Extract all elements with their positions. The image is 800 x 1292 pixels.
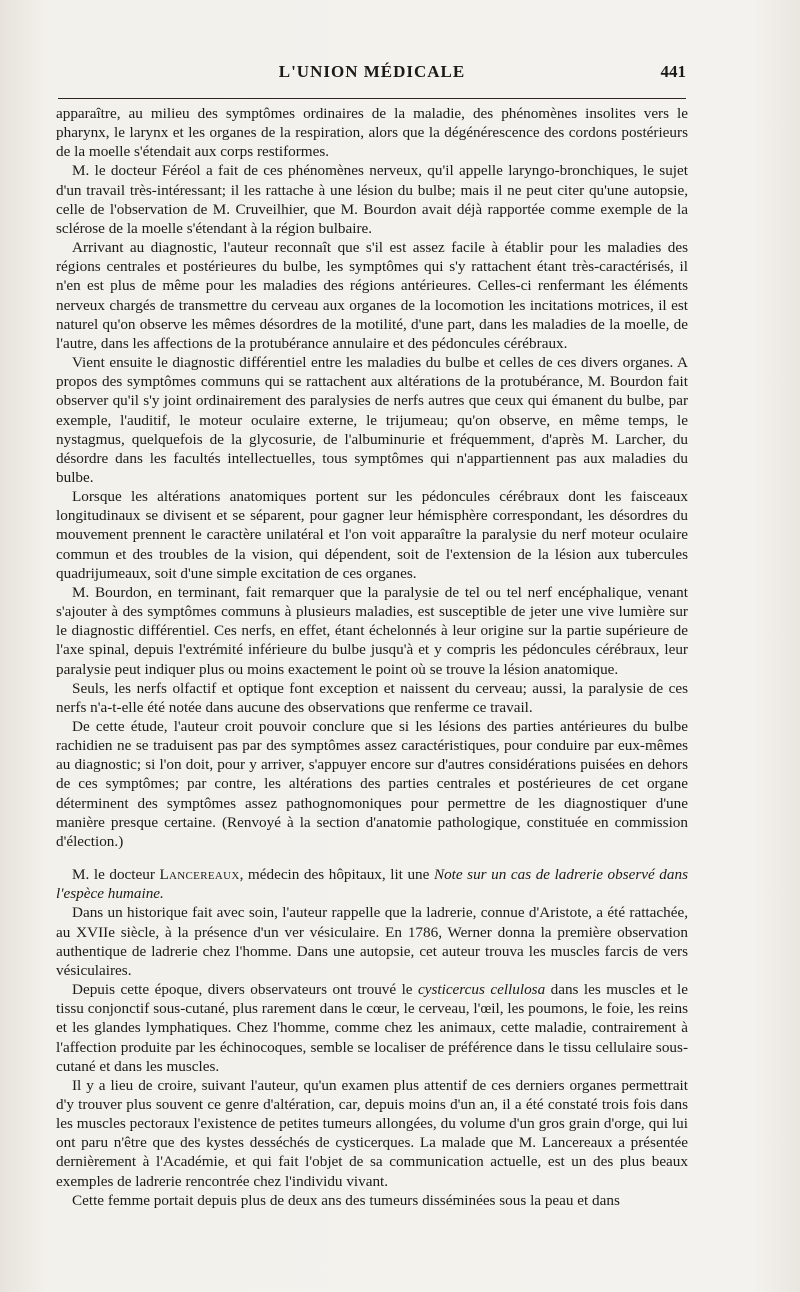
header-rule bbox=[58, 98, 686, 99]
paragraph: Vient ensuite le diagnostic différentiel entre les maladies du bulbe et celles de ces divers organes. A propos des symptômes communs qui se rattachent aux altérations de la protubérance, M. Bourdon fait observer qu'il s'y joint ordinairement des paralysies de nerfs autres que ceux qui émanent du bulbe, par exemple, l'auditif, le moteur oculaire externe, le trijumeau; qu'on observe, en même temps, le nystagmus, quelquefois de la glycosurie, de l'albuminurie et fréquemment, d'après M. Larcher, du désordre dans les facultés intellectuelles, tous symptômes qui n'appartiennent pas aux maladies du bulbe. bbox=[56, 354, 688, 486]
paragraph-cysticercus bbox=[56, 980, 688, 1076]
paragraph: apparaître, au milieu des symptômes ordinaires de la maladie, des phénomènes insolites vers le pharynx, le larynx et les organes de la respiration, alors que la dégénérescence des cordons postérieurs de la moelle s'étendait aux corps restiformes. bbox=[56, 105, 688, 161]
paragraph: De cette étude, l'auteur croit pouvoir conclure que si les lésions des parties antérieures du bulbe rachidien ne se traduisent pas par des symptômes assez caractéristiques, pour conduire par eux-mêmes au diagnostic; si l'on doit, pour y arriver, s'appuyer encore sur d'autres considérations puisées en dehors de ces symptômes; par contre, les altérations des parties centrales et postérieures de cet organe déterminent des symptômes assez pathognomoniques pour permettre de les diagnostiquer d'une manière presque certaine. (Renvoyé à la section d'anatomie pathologique, constituée en commission d'élection.) bbox=[56, 718, 688, 850]
page-number: 441 bbox=[660, 62, 686, 81]
paragraph: Cette femme portait depuis plus de deux ans des tumeurs disséminées sous la peau et dans bbox=[72, 1191, 620, 1209]
author-name: Lancereaux bbox=[159, 866, 240, 884]
paragraph: Dans un historique fait avec soin, l'auteur rappelle que la ladrerie, connue d'Aristote, a été rattachée, au XVIIe siècle, à la présence d'un ver vésiculaire. En 1786, Werner donna la première observation authentique de ladrerie chez l'homme. Dans une autopsie, cet auteur trouva les muscles farcis de vers vésiculaires. bbox=[56, 904, 688, 979]
paragraph: M. Bourdon, en terminant, fait remarquer que la paralysie de tel ou tel nerf encéphalique, venant s'ajouter à des symptômes communs à plusieurs maladies, est susceptible de jeter une vive lumière sur le diagnostic différentiel. Ces nerfs, en effet, étant échelonnés à leur origine sur la partie supérieure de l'axe spinal, depuis l'extrémité inférieure du bulbe jusqu'à et y compris les pédoncules cérébraux, leur paralysie peut indiquer plus ou moins exactement le point où se trouve la lésion anatomique. bbox=[56, 583, 688, 678]
text-run: Depuis cette époque, divers observateurs ont trouvé le bbox=[72, 981, 418, 999]
note-title: Note sur un cas de ladrerie observé dans l'espèce humaine. bbox=[56, 866, 688, 903]
text-run: M. le docteur bbox=[72, 866, 160, 884]
running-title: L'UNION MÉDICALE bbox=[278, 62, 466, 81]
paragraph: Lorsque les altérations anatomiques portent sur les pédoncules cérébraux dont les faisceaux longitudinaux se divisent et se séparent, pour gagner leur hémisphère correspondant, les désordres du mouvement prennent le caractère unilatéral et l'on voit apparaître la paralysie du nerf moteur oculaire commun et des troubles de la vision, qui dépendent, soit de l'extension de la lésion aux tubercules quadrijumeaux, soit d'une simple excitation de ces organes. bbox=[56, 488, 688, 582]
paragraph: Il y a lieu de croire, suivant l'auteur, qu'un examen plus attentif de ces derniers organes permettrait d'y trouver plus souvent ce genre d'altération, car, depuis moins d'un an, il a été constaté trois fois dans les muscles pectoraux l'existence de petites tumeurs allongées, du volume d'un gros grain d'orge, qui lui ont paru n'être que des kystes desséchés de cysticerques. La malade que M. Lancereaux a présentée dernièrement à l'Académie, et qui fait l'objet de sa communication actuelle, est un des plus beaux exemples de ladrerie rencontrée chez l'individu vivant. bbox=[56, 1076, 688, 1190]
page-header bbox=[58, 62, 686, 90]
paragraph: Arrivant au diagnostic, l'auteur reconnaît que s'il est assez facile à établir pour les maladies des régions centrales et postérieures du bulbe, les symptômes qui s'y rattachent étant très-caractérisés, il n'en est plus de même pour les maladies des régions antérieures. Celles-ci renfermant les éléments nerveux chargés de transmettre du cerveau aux organes de la locomotion les incitations motrices, il est naturel qu'on observe les mêmes désordres de la motilité, d'une part, dans les maladies de la moelle, de l'autre, dans les affections de la protubérance annulaire et des pédoncules cérébraux. bbox=[56, 239, 688, 352]
text-run: dans les muscles et le tissu conjonctif sous-cutané, plus rarement dans le cœur, le cerveau, l'œil, les poumons, le foie, les reins et les glandes lymphatiques. Chez l'homme, comme chez les animaux, cette maladie, contrairement à l'affection produite par les échinocoques, semble se localiser de préférence dans le tissu cellulaire sous-cutané et dans les muscles. bbox=[56, 981, 688, 1075]
species-name: cysticercus cellulosa bbox=[417, 981, 546, 999]
text-run: , médecin des hôpitaux, lit une bbox=[239, 866, 434, 884]
paragraph: Seuls, les nerfs olfactif et optique font exception et naissent du cerveau; aussi, la paralysie de ces nerfs n'a-t-elle été notée dans aucune des observations que renferme ce travail. bbox=[56, 679, 688, 716]
paragraph-lancereaux-intro bbox=[56, 865, 688, 903]
body-text bbox=[56, 104, 688, 1210]
paragraph: M. le docteur Féréol a fait de ces phénomènes nerveux, qu'il appelle laryngo-bronchiques, le sujet d'un travail très-intéressant; il les rattache à une lésion du bulbe; mais il ne peut citer qu'une autopsie, celle de l'observation de M. Cruveilhier, que M. Bourdon avait déjà rapportée comme exemple de la sclérose de la moelle s'étendant à la région bulbaire. bbox=[56, 162, 688, 237]
